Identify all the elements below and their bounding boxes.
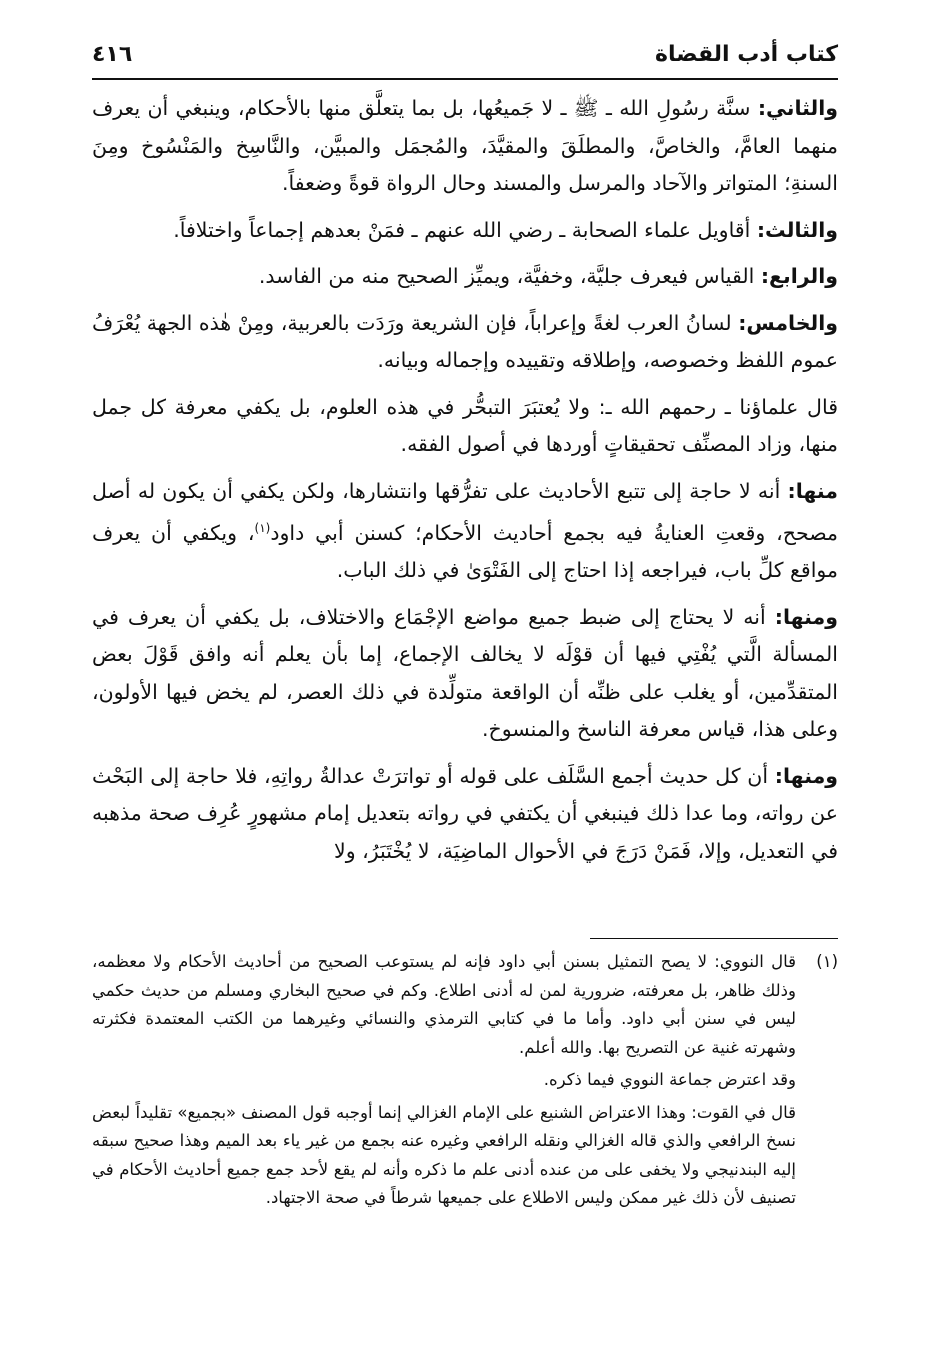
paragraph-text: قال علماؤنا ـ رحمهم الله ـ: ولا يُعتبَرَ التبحُّر في هذه العلوم، بل يكفي معرفة كل جمل منها، وزاد المصنِّف تحقيقاتٍ أوردها في أصول الفقه. — [92, 394, 838, 456]
page-number: ٤١٦ — [92, 41, 133, 67]
paragraph-text: أن كل حديث أجمع السَّلَف على قوله أو تواترَتْ عدالةُ رواتِهِ، فلا حاجة إلى البَحْث عن رواته، وما عدا ذلك فينبغي أن يكتفي في رواته بتعديل إمام مشهورٍ عُرِف صحة مذهبه في التعديل، وإلا، فَمَنْ دَرَجَ في الأحوال الماضِيَة، لا يُخْتَبَرُ، ولا — [92, 763, 838, 863]
paragraph-minha-2 — [92, 599, 838, 749]
paragraph-text: سنَّة رسُولِ الله ـ ﷺ ـ لا جَميعُها، بل بما يتعلَّق منها بالأحكام، وينبغي أن يعرف منهما العامَّ، والخاصَّ، والمطلَقَ والمقيَّدَ، والمُجمَل والمبيَّن، والنَّاسِخ والمَنْسُوخ ومِنَ السنةِ؛ المتواتر والآحاد والمرسل والمسند وحال الرواة قوةً وضعفاً. — [92, 96, 838, 195]
paragraph-text: أقاويل علماء الصحابة ـ رضي الله عنهم ـ فمَنْ بعدهم إجماعاً واختلافاً. — [173, 217, 751, 242]
main-text — [92, 90, 838, 879]
paragraph-lead: ومنها: — [774, 604, 838, 629]
paragraph-second — [92, 90, 838, 203]
footnote-number: (١) — [816, 952, 838, 971]
paragraph-text: أنه لا يحتاج إلى ضبط جميع مواضع الإجْمَاع والاختلاف، بل يكفي أن يعرف في المسألة الَّتي يُفْتِي فيها أن قوْلَه لا يخالف الإجماع، إما بأن يعلم أنه وافق قَوْلَ بعض المتقدِّمين، أو يغلب على ظنِّه أن الواقعة متولِّدة في ذلك العصر، لم يخض فيها الأولون، وعلى هذا، قياس معرفة الناسخ والمنسوخ. — [92, 604, 838, 742]
footnote-item — [92, 948, 838, 1062]
footnotes — [92, 948, 838, 1217]
footnote-continuation: قال في القوت: وهذا الاعتراض الشنيع على الإمام الغزالي إنما أوجبه قول المصنف «بجميع» تقليداً لبعض نسخ الرافعي والذي قاله الغزالي ونقله الرافعي وغيره عنه بجمع من غير ياء بعد الميم وهذا صحيح سبقه إليه البندنيجي ولا يخفى على من عنده أدنى علم ما ذكره وأنه لم يقع لأحد جمع جميع أحاديث الأحكام في تصنيف لأن ذلك غير ممكن وليس الاطلاع على جميعها شرطاً في صحة الاجتهاد. — [92, 1102, 796, 1207]
paragraph-lead: والخامس: — [738, 310, 838, 335]
paragraph-text: لسانُ العرب لغةً وإعراباً، فإن الشريعة ورَدَت بالعربية، ومِنْ هٰذه الجهة يُعْرَفُ عموم اللفظ وخصوصه، وإطلاقه وتقييده وإجماله وبيانه. — [92, 310, 838, 372]
footnote-continuation: وقد اعترض جماعة النووي فيما ذكره. — [543, 1070, 796, 1089]
paragraph-minha-1 — [92, 473, 838, 590]
paragraph-text: أنه لا حاجة إلى تتبع الأحاديث على تفرُّقها وانتشارها، ولكن يكفي أن يكون له أصل مصحح، وقعتِ العنايةُ فيه بجمع أحاديث الأحكام؛ كسنن أبي داود — [92, 478, 838, 545]
paragraph-lead: منها: — [787, 478, 838, 503]
paragraph-third — [92, 212, 838, 250]
paragraph-lead: والثالث: — [756, 217, 838, 242]
paragraph-minha-3 — [92, 758, 838, 871]
paragraph-lead: والثاني: — [757, 96, 838, 120]
header-divider — [92, 78, 838, 80]
paragraph-lead: ومنها: — [774, 763, 838, 788]
page-header — [92, 34, 838, 74]
paragraph-scholars — [92, 389, 838, 464]
paragraph-fourth — [92, 258, 838, 296]
paragraph-fifth — [92, 305, 838, 380]
footnote-marker[interactable]: (١) — [254, 521, 271, 535]
paragraph-text: القياس فيعرف جليَّة، وخفيَّة، ويميِّز الصحيح منه من الفاسد. — [258, 264, 755, 288]
book-title: كتاب أدب القضاة — [655, 41, 838, 67]
paragraph-text-tail: ، ويكفي أن يعرف مواقع كلِّ باب، فيراجعه إذا احتاج إلى الفَتْوَىٰ في ذلك الباب. — [92, 520, 838, 583]
paragraph-lead: والرابع: — [760, 264, 838, 288]
footnote-divider — [590, 938, 838, 939]
footnote-text: قال النووي: لا يصح التمثيل بسنن أبي داود فإنه لم يستوعب الصحيح من أحاديث الأحكام ولا معظمه، وذلك ظاهر، بل معرفته، ضرورية لمن له أدنى اطلاع. وكم في صحيح البخاري ومسلم من حديث حكمي ليس في سنن أبي داود. وأما ما في كتابي الترمذي والنسائي وغيرهما من الكتب المعتمدة فكثرته وشهرته غنية عن التصريح بها. والله أعلم. — [92, 952, 796, 1057]
